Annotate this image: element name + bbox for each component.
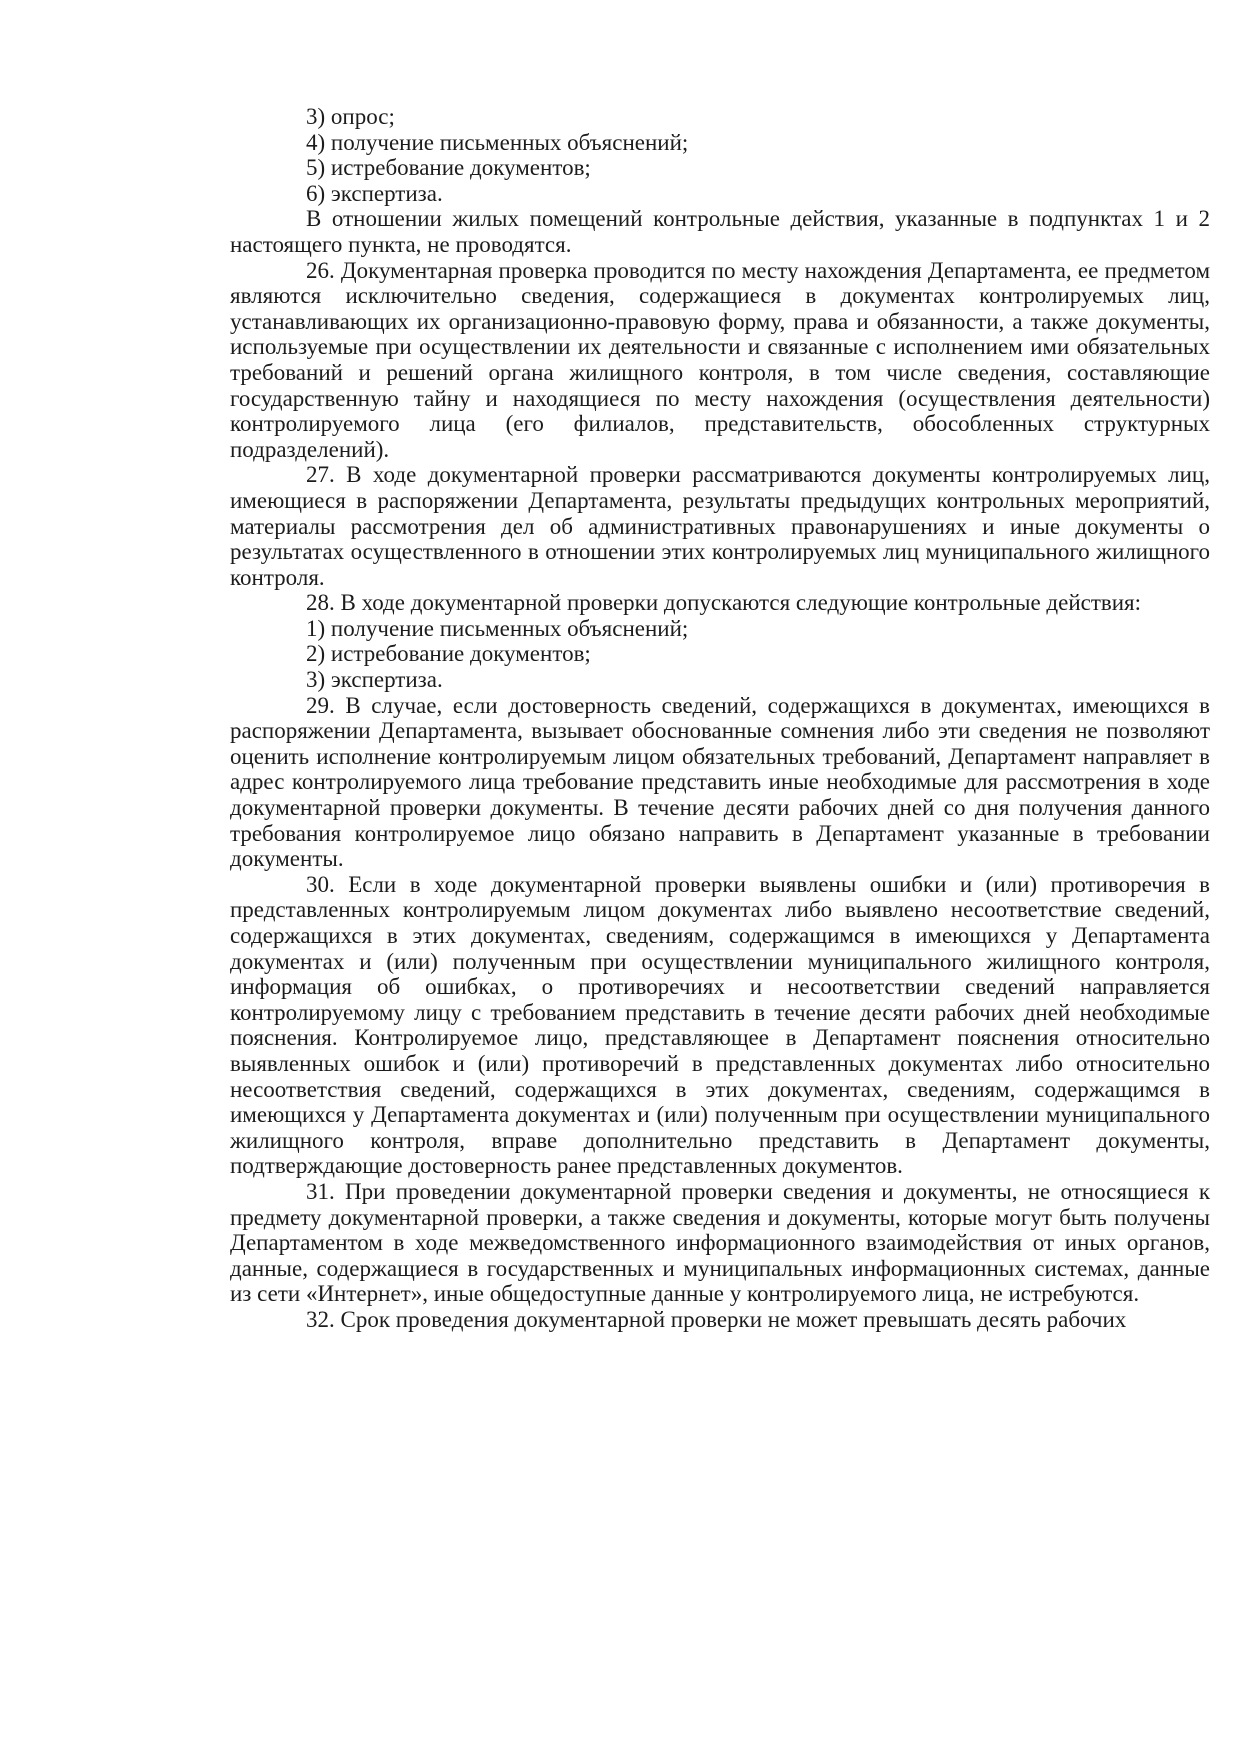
paragraph-31: 31. При проведении документарной проверки сведения и документы, не относящиеся к предмету документарной проверки, а также сведения и документы, которые могут быть получены Департаментом в ходе межведомственного информационного взаимодействия от иных органов, данные, содержащиеся в государственных и муниципальных информационных системах, данные из сети «Интернет», иные общедоступные данные у контролируемого лица, не истребуются.	[230, 1178, 1210, 1307]
paragraph-28: 28. В ходе документарной проверки допускаются следующие контрольные действия:	[306, 590, 1142, 616]
paragraph-32: 32. Срок проведения документарной проверки не может превышать десять рабочих	[306, 1306, 1127, 1332]
paragraph-26: 26. Документарная проверка проводится по месту нахождения Департамента, ее предметом являются исключительно сведения, содержащиеся в документах контролируемых лиц, устанавливающих их организационно-правовую форму, права и обязанности, а также документы, используемые при осуществлении их деятельности и связанные с исполнением ими обязательных требований и решений органа жилищного контроля, в том числе сведения, составляющие государственную тайну и находящиеся по месту нахождения (осуществления деятельности) контролируемого лица (его филиалов, представительств, обособленных структурных подразделений).	[230, 257, 1210, 462]
document-page	[230, 104, 1210, 1333]
list-item-expertise: 6) экспертиза.	[306, 180, 443, 206]
paragraph-30: 30. Если в ходе документарной проверки выявлены ошибки и (или) противоречия в представленных контролируемым лицом документах либо выявлено несоответствие сведений, содержащихся в этих документах, сведениям, содержащимся в имеющихся у Департамента документах и (или) полученным при осуществлении муниципального жилищного контроля, информация об ошибках, о противоречиях и несоответствии сведений направляется контролируемому лицу с требованием представить в течение десяти рабочих дней необходимые пояснения. Контролируемое лицо, представляющее в Департамент пояснения относительно выявленных ошибок и (или) противоречий в представленных документах либо относительно несоответствия сведений, содержащихся в этих документах, сведениям, содержащимся в имеющихся у Департамента документах и (или) полученным при осуществлении муниципального жилищного контроля, вправе дополнительно представить в Департамент документы, подтверждающие достоверность ранее представленных документов.	[230, 871, 1210, 1179]
list-item-survey: 3) опрос;	[306, 104, 395, 129]
paragraph-27: 27. В ходе документарной проверки рассматриваются документы контролируемых лиц, имеющиеся в распоряжении Департамента, результаты предыдущих контрольных мероприятий, материалы рассмотрения дел об административных правонарушениях и иные документы о результатах осуществленного в отношении этих контролируемых лиц муниципального жилищного контроля.	[230, 462, 1210, 590]
list-item-28-expertise: 3) экспертиза.	[306, 667, 443, 693]
paragraph-29: 29. В случае, если достоверность сведений, содержащихся в документах, имеющихся в распоряжении Департамента, вызывает обоснованные сомнения либо эти сведения не позволяют оценить исполнение контролируемым лицом обязательных требований, Департамент направляет в адрес контролируемого лица требование представить иные необходимые для рассмотрения в ходе документарной проверки документы. В течение десяти рабочих дней со дня получения данного требования контролируемое лицо обязано направить в Департамент указанные в требовании документы.	[230, 692, 1210, 872]
list-item-document-request: 5) истребование документов;	[306, 155, 591, 181]
paragraph-residential-note: В отношении жилых помещений контрольные действия, указанные в подпунктах 1 и 2 настоящего пункта, не проводятся.	[230, 206, 1210, 257]
list-item-28-document-request: 2) истребование документов;	[306, 641, 591, 667]
list-item-written-explanations: 4) получение письменных объяснений;	[306, 129, 689, 155]
list-item-28-explanations: 1) получение письменных объяснений;	[306, 615, 689, 641]
